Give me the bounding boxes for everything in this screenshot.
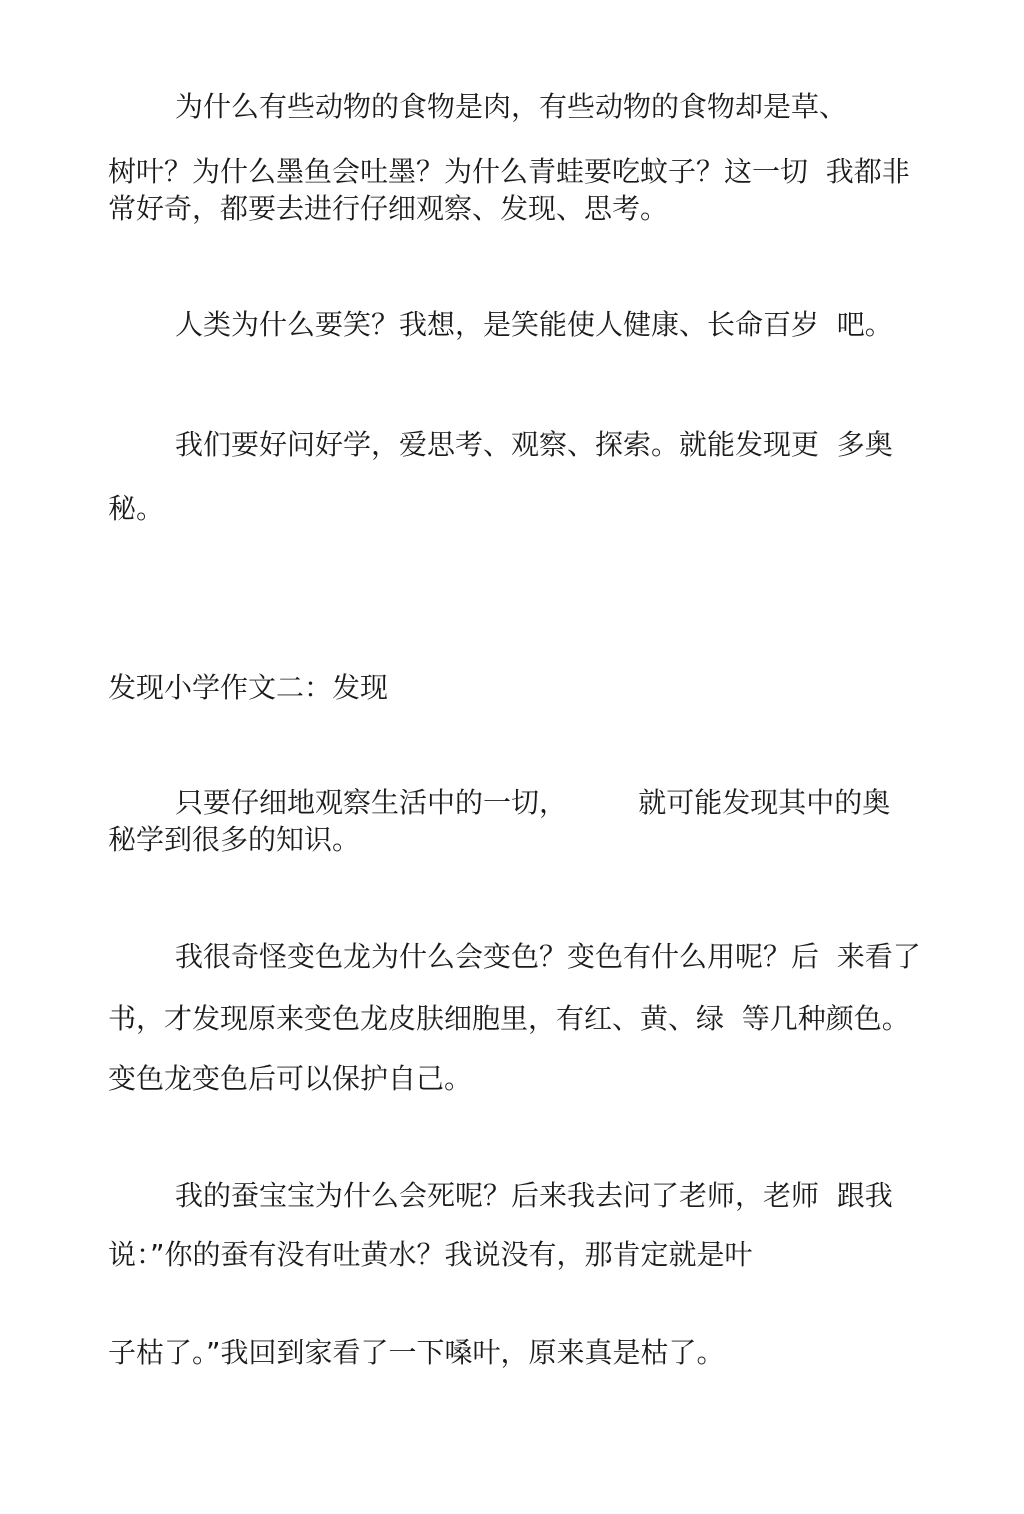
paragraph-5-line-1: 我很奇怪变色龙为什么会变色？变色有什么用呢？后 来看了 [175, 940, 921, 973]
paragraph-1-line-2: 树叶？为什么墨鱼会吐墨？为什么青蛙要吃蚊子？这一切 我都非 [108, 155, 910, 188]
paragraph-5-line-2: 书，才发现原来变色龙皮肤细胞里，有红、黄、绿 等几种颜色。 [108, 1002, 910, 1035]
paragraph-6-line-1: 我的蚕宝宝为什么会死呢？后来我去问了老师，老师 跟我 [175, 1179, 893, 1212]
paragraph-5-line-3: 变色龙变色后可以保护自己。 [108, 1062, 473, 1095]
paragraph-3-line-1: 我们要好问好学，爱思考、观察、探索。就能发现更 多奥 [175, 428, 893, 461]
paragraph-1-line-3: 常好奇，都要去进行仔细观察、发现、思考。 [108, 192, 669, 225]
paragraph-2-line-1: 人类为什么要笑？我想，是笑能使人健康、长命百岁 吧。 [175, 308, 893, 341]
paragraph-6-line-3: 子枯了。”我回到家看了一下嗓叶，原来真是枯了。 [108, 1336, 725, 1369]
section-heading: 发现小学作文二：发现 [108, 671, 389, 704]
paragraph-6-line-2: 说：”你的蚕有没有吐黄水？我说没有，那肯定就是叶 [108, 1238, 753, 1271]
paragraph-4-line-2: 秘学到很多的知识。 [108, 823, 361, 856]
paragraph-3-line-2: 秘。 [108, 492, 165, 525]
paragraph-1-line-1: 为什么有些动物的食物是肉，有些动物的食物却是草、 [175, 90, 848, 123]
paragraph-4-line-1: 只要仔细地观察生活中的一切， 就可能发现其中的奥 [175, 786, 891, 819]
